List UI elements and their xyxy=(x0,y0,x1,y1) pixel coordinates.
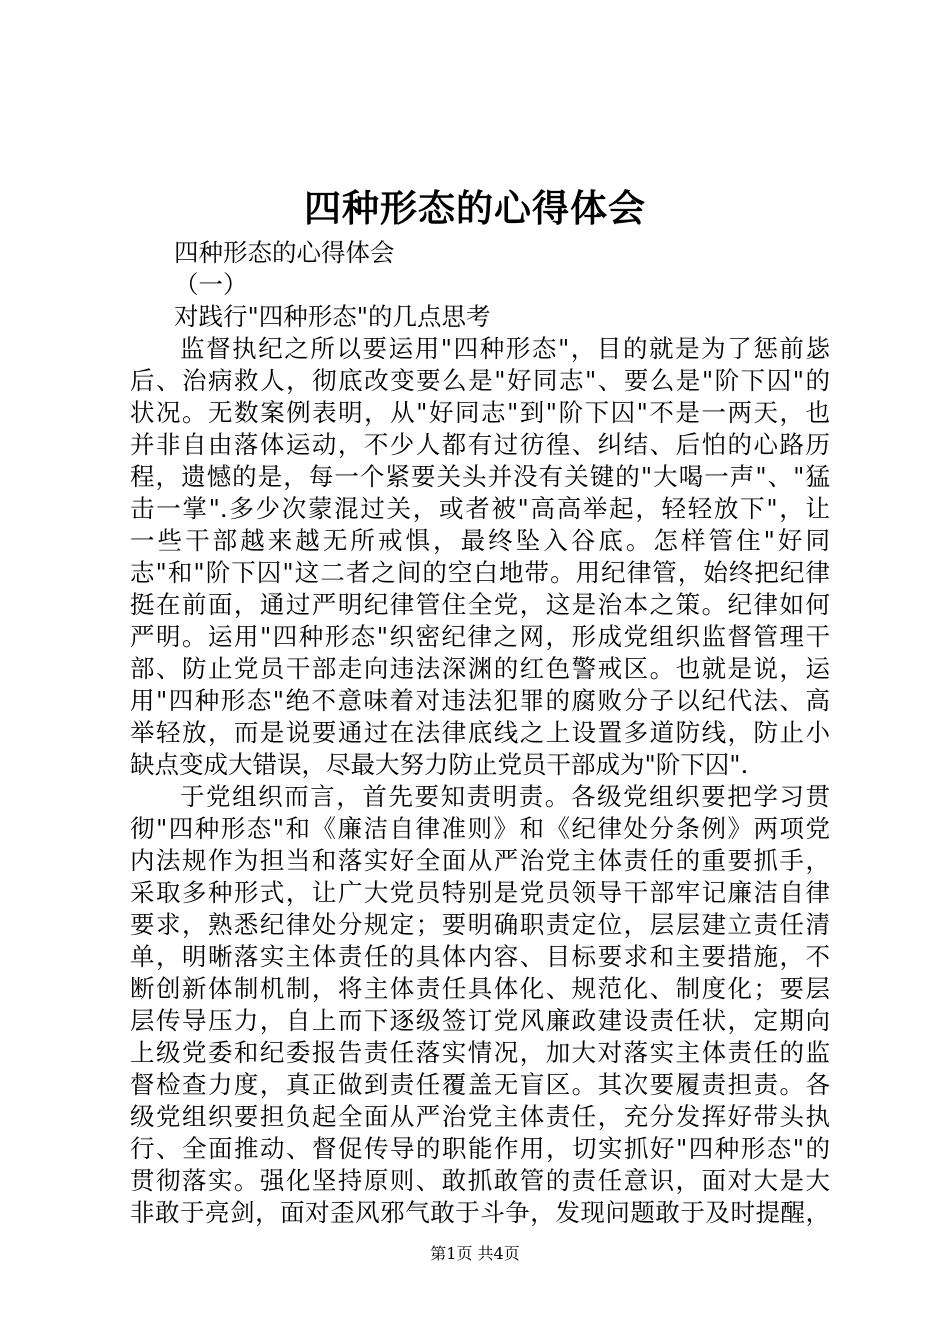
paragraph-2-line: 要求，熟悉纪律处分规定；要明确职责定位，层层建立责任清 xyxy=(130,910,830,939)
paragraph-1-line: 状况。无数案例表明，从"好同志"到"阶下囚"不是一两天，也 xyxy=(130,398,830,427)
paragraph-1-line: 程，遗憾的是，每一个紧要关头并没有关键的"大喝一声"、"猛 xyxy=(130,462,830,491)
paragraph-2-line: 层传导压力，自上而下逐级签订党风廉政建设责任状，定期向 xyxy=(130,1006,830,1035)
paragraph-1-line: 志"和"阶下囚"这二者之间的空白地带。用纪律管，始终把纪律 xyxy=(130,558,830,587)
document-title: 四种形态的心得体会 xyxy=(304,186,646,230)
paragraph-1-line: 后、治病救人，彻底改变要么是"好同志"、要么是"阶下囚"的 xyxy=(130,366,830,395)
paragraph-1-line: 严明。运用"四种形态"织密纪律之网，形成党组织监督管理干 xyxy=(130,622,830,651)
paragraph-1-line: 击一掌".多少次蒙混过关，或者被"高高举起，轻轻放下"，让 xyxy=(130,494,830,523)
paragraph-1-line: 挺在前面，通过严明纪律管住全党，这是治本之策。纪律如何 xyxy=(130,590,830,619)
paragraph-1-line: 部、防止党员干部走向违法深渊的红色警戒区。也就是说，运 xyxy=(130,654,830,683)
paragraph-1-line: 举轻放，而是说要通过在法律底线之上设置多道防线，防止小 xyxy=(130,718,830,747)
paragraph-2-line: 彻"四种形态"和《廉洁自律准则》和《纪律处分条例》两项党 xyxy=(130,814,830,843)
paragraph-1-line: 用"四种形态"绝不意味着对违法犯罪的腐败分子以纪代法、高 xyxy=(130,686,830,715)
paragraph-1-line: 并非自由落体运动，不少人都有过彷徨、纠结、后怕的心路历 xyxy=(130,430,830,459)
paragraph-1-line: 监督执纪之所以要运用"四种形态"，目的就是为了惩前毖 xyxy=(180,334,830,363)
paragraph-2 xyxy=(130,781,830,1229)
paragraph-2-line: 督检查力度，真正做到责任覆盖无盲区。其次要履责担责。各 xyxy=(130,1070,830,1099)
section-heading: 对践行"四种形态"的几点思考 xyxy=(174,302,491,331)
section-marker: （一） xyxy=(174,270,248,299)
paragraph-2-line: 单，明晰落实主体责任的具体内容、目标要求和主要措施，不 xyxy=(130,942,830,971)
paragraph-1-line: 一些干部越来越无所戒惧，最终坠入谷底。怎样管住"好同 xyxy=(130,526,830,555)
document-body xyxy=(130,237,830,1229)
paragraph-2-line: 于党组织而言，首先要知责明责。各级党组织要把学习贯 xyxy=(180,782,830,811)
paragraph-2-line: 贯彻落实。强化坚持原则、敢抓敢管的责任意识，面对大是大 xyxy=(130,1166,830,1195)
paragraph-2-line: 级党组织要担负起全面从严治党主体责任，充分发挥好带头执 xyxy=(130,1102,830,1131)
page-footer: 第1页 共4页 xyxy=(430,1244,520,1263)
paragraph-2-line: 断创新体制机制，将主体责任具体化、规范化、制度化；要层 xyxy=(130,974,830,1003)
paragraph-2-line: 内法规作为担当和落实好全面从严治党主体责任的重要抓手， xyxy=(130,846,830,875)
paragraph-2-line: 上级党委和纪委报告责任落实情况，加大对落实主体责任的监 xyxy=(130,1038,830,1067)
subtitle: 四种形态的心得体会 xyxy=(174,238,395,267)
paragraph-1-line: 缺点变成大错误，尽最大努力防止党员干部成为"阶下囚". xyxy=(130,750,749,779)
paragraph-1 xyxy=(130,333,830,781)
paragraph-2-line: 非敢于亮剑，面对歪风邪气敢于斗争，发现问题敢于及时提醒， xyxy=(130,1198,830,1227)
paragraph-2-line: 行、全面推动、督促传导的职能作用，切实抓好"四种形态"的 xyxy=(130,1134,830,1163)
paragraph-2-line: 采取多种形式，让广大党员特别是党员领导干部牢记廉洁自律 xyxy=(130,878,830,907)
